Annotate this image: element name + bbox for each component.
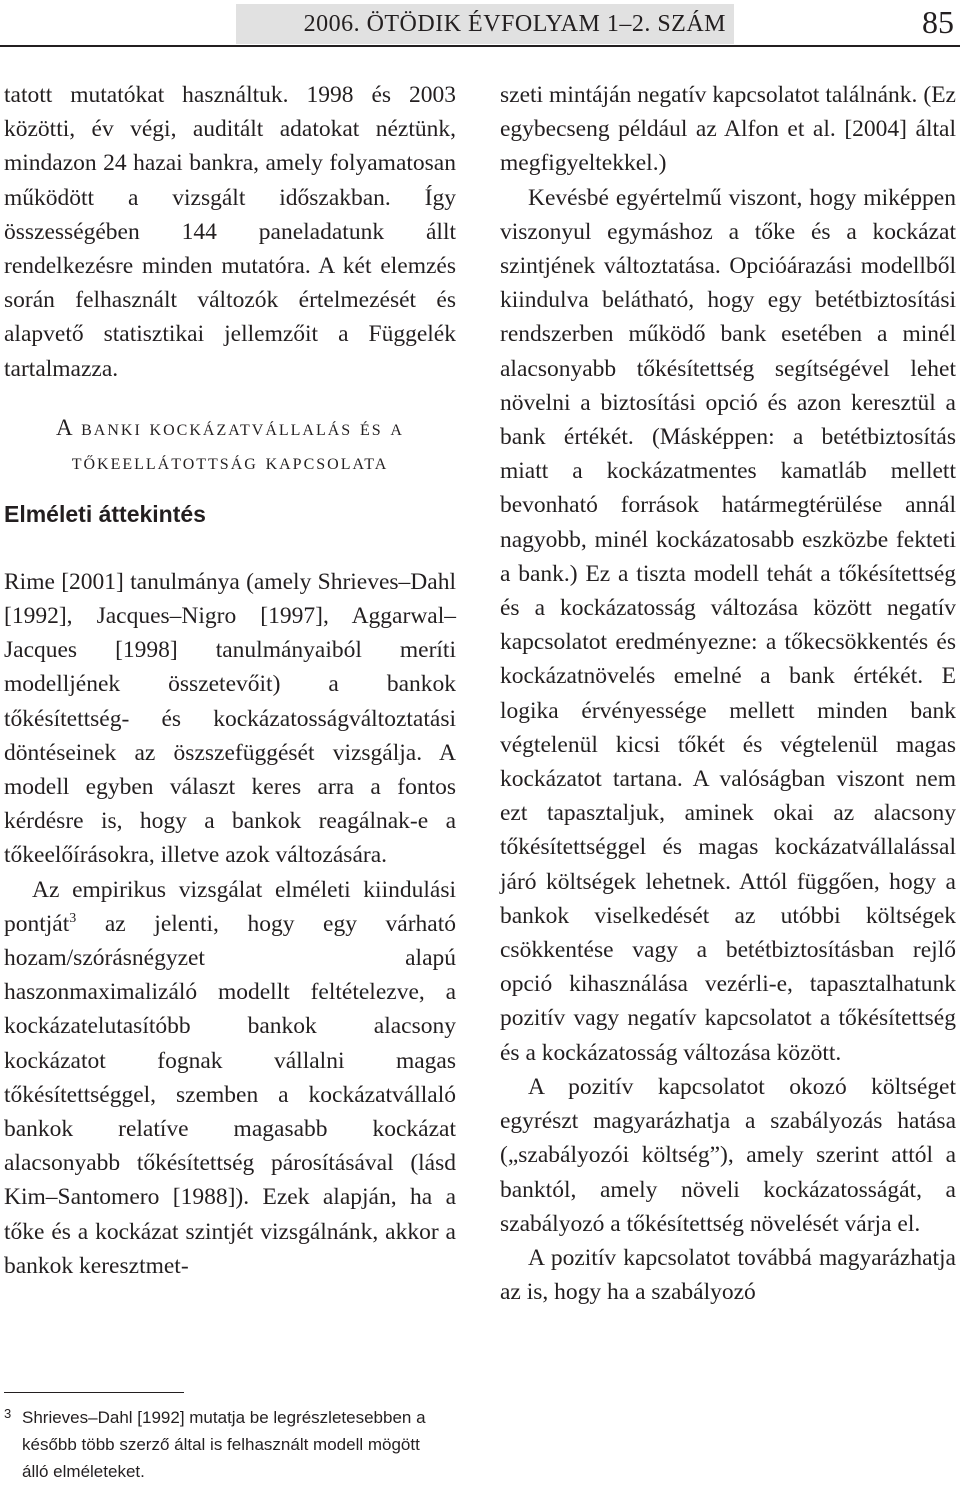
footnote-text: Shrieves–Dahl [1992] mutatja be legrészletesebben a később több szerző által is felhasznált modell mögött álló elméleteket.	[22, 1408, 426, 1481]
body-paragraph	[4, 873, 456, 1283]
body-paragraph: Kevésbé egyértelmű viszont, hogy miképpen viszonyul egymáshoz a tőke és a kockázat szintjének változtatása. Opcióárazási modellből kiindulva belátható, hogy egy betétbiztosítási rendszerben működő bank esetében a minél alacsonyabb tőkésítettség segítségével lehet növelni a biztosítási opció és azon keresztül a bank értékét. (Másképpen: a betétbiztosítás miatt a kockázatmentes kamatláb mellett bevonható források határmegtérülése annál nagyobb, minél kockázatosabb eszközbe fekteti a bank.) Ez a tiszta modell tehát a tőkésítettség és a kockázatosság változása között negatív kapcsolatot eredményezne: a tőkecsökkentés és kockázatnövelés emelné a bank értékét. E logika érvényessége mellett minden bank végtelenül kicsi tőkét és végtelenül magas kockázatot tartana. A valóságban viszont nem ezt tapasztaljuk, aminek okai az alacsony tőkésítettséggel és magas kockázatvállalással járó költségek lehetnek. Attól függően, hogy a bankok viselkedését az utóbbi költségek csökkentése vagy a betétbiztosításban rejlő opció kihasználása vezérli-e, tapasztalhatunk pozitív vagy negatív kapcsolatot a tőkésítettség és a kockázatosság változása között.	[500, 184, 956, 1066]
body-text: az jelenti, hogy egy várható hozam/szórásnégyzet alapú haszonmaximalizáló modellt feltételezve, a kockázatelutasítóbb bankok alacsony kockázatot fognak vállalni magas tőkésítettséggel, szemben a kockázatvállaló bankok relatíve magasabb kockázat alacsonyabb tőkésítettség párosításával (lásd Kim–Santomero [1988]). Ezek alapján, ha a tőke és a kockázat szintjét vizsgálnánk, akkor a bankok keresztmet-	[4, 910, 456, 1279]
body-paragraph: A pozitív kapcsolatot okozó költséget egyrészt magyarázhatja a szabályozás hatása („szabályozói költség”), amely szerint attól a banktól, amely növeli kockázatosságát, a szabályozó a tőkésítettség növelését várja el.	[500, 1073, 956, 1237]
footnote-rule	[4, 1392, 184, 1393]
section-title-line: A banki kockázatvállalás és a	[56, 414, 404, 440]
right-column	[500, 78, 956, 1309]
section-title	[4, 411, 456, 479]
body-paragraph: tatott mutatókat használtuk. 1998 és 2003 közötti, év végi, auditált adatokat néztünk, mindazon 24 hazai bankra, amely folyamatosan működött a vizsgált időszakban. Így összességében 144 paneladatunk állt rendelkezésre minden mutatóra. A két elemzés során felhasznált változók értelmezését és alapvető statisztikai jellemzőit a Függelék tartalmazza.	[4, 82, 456, 382]
body-paragraph: szeti mintáján negatív kapcsolatot találnánk. (Ez egybecseng például az Alfon et al. [2004] által megfigyeltekkel.)	[500, 82, 956, 177]
footnote-reference[interactable]: 3	[69, 910, 77, 926]
body-paragraph: Rime [2001] tanulmánya (amely Shrieves–Dahl [1992], Jacques–Nigro [1997], Aggarwal–Jacques [1998] tanulmányaiból meríti modelljének összetevőit) a bankok tőkésítettség- és kockázatosságváltoztatási döntéseinek az öszszefüggését vizsgálja. A modell egyben választ keres arra a fontos kérdésre is, hogy a bankok reagálnak-e a tőkeelőírásokra, illetve azok változására.	[4, 568, 456, 869]
page-number: 85	[922, 4, 954, 40]
body-paragraph: A pozitív kapcsolatot továbbá magyarázhatja az is, hogy ha a szabályozó	[500, 1244, 956, 1306]
section-title-line: tőkeellátottság kapcsolata	[71, 448, 389, 474]
left-column	[4, 78, 456, 1283]
footnote-marker: 3	[4, 1406, 12, 1421]
running-title: 2006. ÖTÖDIK ÉVFOLYAM 1–2. SZÁM	[303, 11, 726, 37]
subheading: Elméleti áttekintés	[4, 500, 206, 527]
header-rule	[0, 45, 960, 47]
body-text: Az empirikus vizsgálat elméleti kiindulási pontját	[4, 876, 456, 937]
footnote	[4, 1404, 444, 1485]
